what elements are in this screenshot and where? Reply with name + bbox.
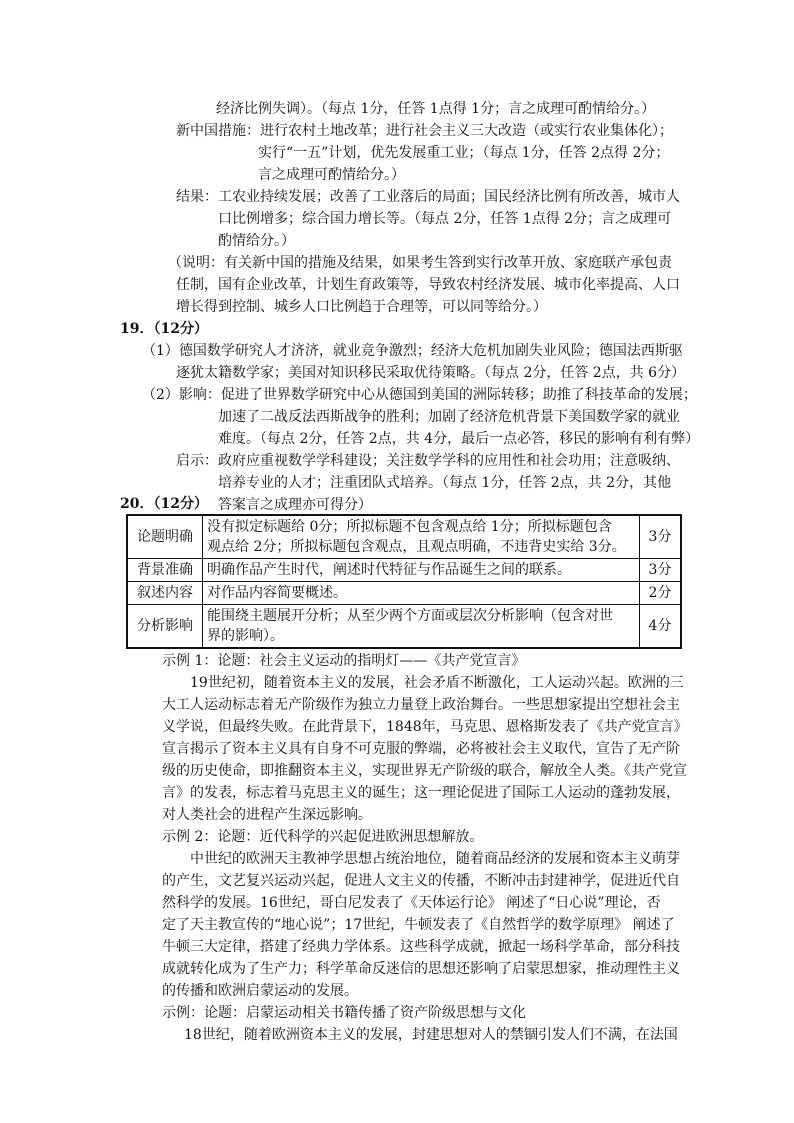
question-heading: 19．（12分） bbox=[120, 321, 208, 337]
table-cell-criteria bbox=[203, 515, 640, 559]
answer-line: 加速了二战反法西斯战争的胜利；加剧了经济危机背景下美国数学家的就业 bbox=[218, 409, 680, 425]
table-cell-item: 叙述内容 bbox=[127, 582, 203, 605]
answer-line: 酌情给分。） bbox=[218, 233, 295, 249]
answer-line: 难度。（每点 2分，任答 2点，共 4分，最后一点必答，移民的影响有利有弊） bbox=[218, 431, 700, 447]
criteria-line: 明确作品产生时代，阐述时代特征与作品诞生之间的联系。 bbox=[207, 562, 571, 578]
answer-line: 逐犹太籍数学家；美国对知识移民采取优待策略。（每点 2分，任答 2点，共 6分） bbox=[176, 365, 686, 381]
table-cell-score: 3分 bbox=[640, 559, 682, 582]
table-cell-score: 4分 bbox=[640, 605, 682, 649]
table-cell-item: 背景准确 bbox=[127, 559, 203, 582]
table-row bbox=[127, 515, 681, 559]
example-paragraph-line: 定了天主教宣传的“地心说”；17世纪，牛顿发表了《自然哲学的数学原理》 阐述了 bbox=[162, 917, 675, 933]
example-paragraph-line: 的传播和欧洲启蒙运动的发展。 bbox=[162, 983, 358, 999]
table-row bbox=[127, 605, 681, 649]
answer-line: 言之成理可酌情给分。） bbox=[258, 167, 405, 183]
answer-line: 经济比例失调）。（每点 1分，任答 1点得 1分；言之成理可酌情给分。） bbox=[216, 101, 656, 117]
criteria-line: 观点给 2分；所拟标题包含观点，且观点明确，不违背史实给 3分。 bbox=[207, 539, 626, 555]
example-title: 示例 2：论题：近代科学的兴起促进欧洲思想解放。 bbox=[162, 829, 484, 845]
note-line: （说明：有关新中国的措施及结果，如果考生答到实行改革开放、家庭联产承包责 bbox=[168, 255, 672, 271]
criteria-line: 界的影响）。 bbox=[207, 628, 284, 644]
example-paragraph-line: 级的历史使命，即推翻资本主义，实现世界无产阶级的联合，解放全人类。《共产党宣 bbox=[162, 763, 687, 779]
table-cell-score: 2分 bbox=[640, 582, 682, 605]
answer-line: 新中国措施：进行农村土地改革；进行社会主义三大改造（或实行农业集体化）； bbox=[176, 123, 673, 139]
answer-line: 启示：政府应重视数学学科建设；关注数学学科的应用性和社会功用；注意吸纳、 bbox=[176, 453, 680, 469]
example-paragraph-line: 然科学的发展。16世纪，哥白尼发表了《天体运行论》 阐述了“日心说”理论，否 bbox=[162, 895, 661, 911]
criteria-line: 对作品内容简要概述。 bbox=[207, 585, 347, 601]
answer-line: 实行“一五”计划，优先发展重工业；（每点 1分，任答 2点得 2分； bbox=[258, 145, 670, 161]
example-title: 示例：论题：启蒙运动相关书籍传播了资产阶级思想与文化 bbox=[162, 1005, 526, 1021]
answer-line: 口比例增多；综合国力增长等。（每点 2分，任答 1点得 2分；言之成理可 bbox=[218, 211, 672, 227]
example-paragraph-line: 牛顿三大定律，搭建了经典力学体系。这些科学成就，掀起一场科学革命，部分科技 bbox=[162, 939, 680, 955]
criteria-line: 没有拟定标题给 0分；所拟标题不包含观点给 1分；所拟标题包含 bbox=[207, 519, 612, 535]
example-paragraph-line: 的产生，文艺复兴运动兴起，促进人文主义的传播，不断冲击封建神学，促进近代自 bbox=[162, 873, 680, 889]
example-paragraph-line: 19世纪初，随着资本主义的发展，社会矛盾不断激化，工人运动兴起。欧洲的三 bbox=[190, 675, 684, 691]
example-paragraph-line: 义学说，但最终失败。在此背景下，1848年，马克思、恩格斯发表了《共产党宣言》 bbox=[162, 719, 688, 735]
question-heading: 20．（12分） bbox=[120, 496, 208, 512]
answer-line: （1）德国数学研究人才济济，就业竞争激烈；经济大危机加剧失业风险；德国法西斯驱 bbox=[142, 343, 683, 359]
answer-line: （2）影响：促进了世界数学研究中心从德国到美国的洲际转移；助推了科技革命的发展； bbox=[142, 387, 697, 403]
table-cell-item: 论题明确 bbox=[127, 515, 203, 559]
example-title: 示例 1：论题：社会主义运动的指明灯——《共产党宣言》 bbox=[162, 653, 526, 669]
table-row bbox=[127, 582, 681, 605]
table-cell-criteria bbox=[203, 605, 640, 649]
note-line: 任制，国有企业改革，计划生育政策等，导致农村经济发展、城市化率提高、人口 bbox=[176, 277, 680, 293]
example-paragraph-line: 大工人运动标志着无产阶级作为独立力量登上政治舞台。一些思想家提出空想社会主 bbox=[162, 697, 680, 713]
example-paragraph-line: 成就转化成为了生产力；科学革命反迷信的思想还影响了启蒙思想家，推动理性主义 bbox=[162, 961, 680, 977]
table-cell-score: 3分 bbox=[640, 515, 682, 559]
example-paragraph-line: 对人类社会的进程产生深远影响。 bbox=[162, 807, 372, 823]
table-row bbox=[127, 559, 681, 582]
answer-line: 结果：工农业持续发展；改善了工业落后的局面；国民经济比例有所改善，城市人 bbox=[176, 189, 680, 205]
table-cell-criteria bbox=[203, 582, 640, 605]
example-paragraph-line: 言》的发表，标志着马克思主义的诞生；这一理论促进了国际工人运动的蓬勃发展， bbox=[162, 785, 680, 801]
example-paragraph-line: 18世纪，随着欧洲资本主义的发展，封建思想对人的禁锢引发人们不满，在法国 bbox=[184, 1027, 678, 1043]
table-cell-item: 分析影响 bbox=[127, 605, 203, 649]
example-paragraph-line: 中世纪的欧洲天主教神学思想占统治地位，随着商品经济的发展和资本主义萌芽 bbox=[190, 851, 680, 867]
example-paragraph-line: 宣言揭示了资本主义具有自身不可克服的弊端，必将被社会主义取代，宣告了无产阶 bbox=[162, 741, 680, 757]
criteria-line: 能围绕主题展开分析；从至少两个方面或层次分析影响（包含对世 bbox=[207, 608, 613, 624]
answer-line: 答案言之成理亦可得分） bbox=[218, 497, 372, 513]
table-cell-criteria bbox=[203, 559, 640, 582]
grading-table bbox=[126, 514, 682, 649]
answer-line: 培养专业的人才；注重团队式培养。（每点 1分，任答 2点，共 2分，其他 bbox=[218, 475, 672, 491]
note-line: 增长得到控制、城乡人口比例趋于合理等，可以同等给分。） bbox=[176, 299, 547, 315]
